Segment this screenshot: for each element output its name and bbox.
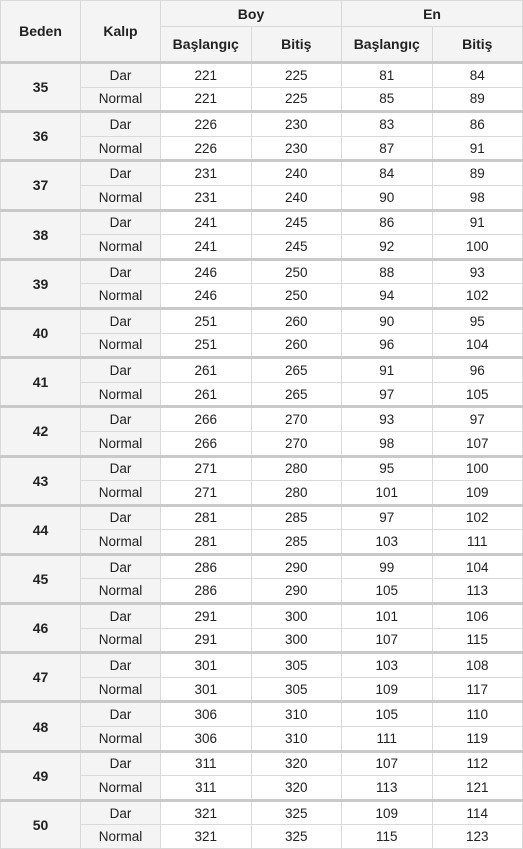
kalip-cell: Dar	[81, 259, 161, 284]
boy-baslangic-cell: 261	[161, 358, 252, 383]
kalip-cell: Normal	[81, 677, 161, 702]
boy-bitis-cell: 310	[251, 727, 342, 752]
en-bitis-cell: 97	[432, 407, 523, 432]
beden-cell: 38	[1, 210, 81, 259]
beden-cell: 45	[1, 554, 81, 603]
beden-cell: 41	[1, 358, 81, 407]
kalip-cell: Normal	[81, 185, 161, 210]
en-bitis-cell: 96	[432, 358, 523, 383]
en-bitis-cell: 119	[432, 727, 523, 752]
beden-cell: 36	[1, 112, 81, 161]
boy-bitis-cell: 320	[251, 776, 342, 801]
boy-bitis-cell: 260	[251, 333, 342, 358]
en-baslangic-cell: 97	[342, 505, 433, 530]
boy-bitis-cell: 300	[251, 628, 342, 653]
en-bitis-cell: 117	[432, 677, 523, 702]
kalip-cell: Normal	[81, 382, 161, 407]
table-row	[1, 751, 523, 776]
kalip-cell: Dar	[81, 702, 161, 727]
boy-baslangic-cell: 286	[161, 579, 252, 604]
beden-cell: 40	[1, 308, 81, 357]
boy-bitis-cell: 280	[251, 481, 342, 506]
boy-bitis-cell: 245	[251, 235, 342, 260]
en-baslangic-cell: 94	[342, 284, 433, 309]
kalip-cell: Dar	[81, 653, 161, 678]
table-row	[1, 604, 523, 629]
kalip-cell: Dar	[81, 308, 161, 333]
beden-cell: 46	[1, 604, 81, 653]
boy-baslangic-cell: 271	[161, 456, 252, 481]
kalip-cell: Normal	[81, 776, 161, 801]
en-bitis-cell: 113	[432, 579, 523, 604]
boy-baslangic-cell: 311	[161, 751, 252, 776]
table-row	[1, 456, 523, 481]
boy-baslangic-cell: 306	[161, 727, 252, 752]
header-beden: Beden	[1, 1, 81, 63]
boy-baslangic-cell: 241	[161, 210, 252, 235]
en-baslangic-cell: 107	[342, 628, 433, 653]
kalip-cell: Dar	[81, 112, 161, 137]
boy-baslangic-cell: 221	[161, 63, 252, 88]
boy-bitis-cell: 325	[251, 800, 342, 825]
boy-baslangic-cell: 231	[161, 185, 252, 210]
en-baslangic-cell: 87	[342, 136, 433, 161]
header-en-baslangic: Başlangıç	[342, 27, 433, 63]
en-bitis-cell: 100	[432, 456, 523, 481]
en-baslangic-cell: 97	[342, 382, 433, 407]
header-boy-bitis: Bitiş	[251, 27, 342, 63]
boy-bitis-cell: 290	[251, 579, 342, 604]
table-header	[1, 1, 523, 63]
en-baslangic-cell: 84	[342, 161, 433, 186]
boy-bitis-cell: 230	[251, 136, 342, 161]
en-bitis-cell: 84	[432, 63, 523, 88]
kalip-cell: Normal	[81, 628, 161, 653]
boy-baslangic-cell: 246	[161, 259, 252, 284]
en-baslangic-cell: 103	[342, 530, 433, 555]
en-baslangic-cell: 105	[342, 702, 433, 727]
en-bitis-cell: 107	[432, 431, 523, 456]
boy-bitis-cell: 250	[251, 284, 342, 309]
en-bitis-cell: 109	[432, 481, 523, 506]
beden-cell: 37	[1, 161, 81, 210]
beden-cell: 44	[1, 505, 81, 554]
boy-baslangic-cell: 291	[161, 604, 252, 629]
en-bitis-cell: 93	[432, 259, 523, 284]
kalip-cell: Dar	[81, 604, 161, 629]
boy-baslangic-cell: 251	[161, 333, 252, 358]
kalip-cell: Dar	[81, 505, 161, 530]
en-baslangic-cell: 113	[342, 776, 433, 801]
table-row	[1, 407, 523, 432]
boy-baslangic-cell: 266	[161, 407, 252, 432]
table-row	[1, 653, 523, 678]
boy-bitis-cell: 265	[251, 382, 342, 407]
en-bitis-cell: 112	[432, 751, 523, 776]
kalip-cell: Dar	[81, 456, 161, 481]
boy-baslangic-cell: 291	[161, 628, 252, 653]
boy-baslangic-cell: 311	[161, 776, 252, 801]
en-bitis-cell: 121	[432, 776, 523, 801]
beden-cell: 39	[1, 259, 81, 308]
en-baslangic-cell: 88	[342, 259, 433, 284]
en-bitis-cell: 115	[432, 628, 523, 653]
kalip-cell: Dar	[81, 407, 161, 432]
en-bitis-cell: 91	[432, 210, 523, 235]
kalip-cell: Normal	[81, 481, 161, 506]
boy-bitis-cell: 285	[251, 530, 342, 555]
en-baslangic-cell: 85	[342, 87, 433, 112]
en-bitis-cell: 104	[432, 554, 523, 579]
kalip-cell: Normal	[81, 235, 161, 260]
en-baslangic-cell: 90	[342, 185, 433, 210]
en-bitis-cell: 104	[432, 333, 523, 358]
en-baslangic-cell: 86	[342, 210, 433, 235]
boy-baslangic-cell: 301	[161, 677, 252, 702]
boy-bitis-cell: 290	[251, 554, 342, 579]
kalip-cell: Normal	[81, 431, 161, 456]
boy-baslangic-cell: 226	[161, 112, 252, 137]
kalip-cell: Normal	[81, 530, 161, 555]
en-bitis-cell: 86	[432, 112, 523, 137]
en-baslangic-cell: 103	[342, 653, 433, 678]
en-bitis-cell: 106	[432, 604, 523, 629]
boy-baslangic-cell: 231	[161, 161, 252, 186]
header-en: En	[342, 1, 523, 27]
table-row	[1, 308, 523, 333]
en-baslangic-cell: 101	[342, 481, 433, 506]
en-bitis-cell: 100	[432, 235, 523, 260]
table-row	[1, 358, 523, 383]
en-baslangic-cell: 111	[342, 727, 433, 752]
boy-bitis-cell: 300	[251, 604, 342, 629]
en-bitis-cell: 95	[432, 308, 523, 333]
header-en-bitis: Bitiş	[432, 27, 523, 63]
boy-bitis-cell: 240	[251, 161, 342, 186]
en-baslangic-cell: 99	[342, 554, 433, 579]
kalip-cell: Normal	[81, 825, 161, 849]
kalip-cell: Dar	[81, 63, 161, 88]
en-bitis-cell: 105	[432, 382, 523, 407]
beden-cell: 48	[1, 702, 81, 751]
kalip-cell: Normal	[81, 579, 161, 604]
en-baslangic-cell: 105	[342, 579, 433, 604]
boy-baslangic-cell: 271	[161, 481, 252, 506]
boy-baslangic-cell: 221	[161, 87, 252, 112]
en-bitis-cell: 91	[432, 136, 523, 161]
header-kalip: Kalıp	[81, 1, 161, 63]
table-row	[1, 505, 523, 530]
boy-bitis-cell: 245	[251, 210, 342, 235]
table-body	[1, 63, 523, 849]
boy-bitis-cell: 280	[251, 456, 342, 481]
kalip-cell: Normal	[81, 727, 161, 752]
boy-bitis-cell: 225	[251, 87, 342, 112]
kalip-cell: Normal	[81, 136, 161, 161]
boy-bitis-cell: 265	[251, 358, 342, 383]
boy-bitis-cell: 320	[251, 751, 342, 776]
header-boy-baslangic: Başlangıç	[161, 27, 252, 63]
en-bitis-cell: 89	[432, 87, 523, 112]
beden-cell: 43	[1, 456, 81, 505]
boy-bitis-cell: 305	[251, 677, 342, 702]
table-row	[1, 161, 523, 186]
boy-baslangic-cell: 321	[161, 825, 252, 849]
en-bitis-cell: 111	[432, 530, 523, 555]
boy-baslangic-cell: 281	[161, 505, 252, 530]
en-baslangic-cell: 101	[342, 604, 433, 629]
table-row	[1, 63, 523, 88]
boy-baslangic-cell: 301	[161, 653, 252, 678]
boy-bitis-cell: 325	[251, 825, 342, 849]
en-baslangic-cell: 91	[342, 358, 433, 383]
en-bitis-cell: 98	[432, 185, 523, 210]
en-baslangic-cell: 93	[342, 407, 433, 432]
en-baslangic-cell: 81	[342, 63, 433, 88]
beden-cell: 49	[1, 751, 81, 800]
boy-baslangic-cell: 306	[161, 702, 252, 727]
en-bitis-cell: 102	[432, 505, 523, 530]
beden-cell: 42	[1, 407, 81, 456]
kalip-cell: Normal	[81, 284, 161, 309]
table-row	[1, 112, 523, 137]
en-baslangic-cell: 109	[342, 800, 433, 825]
en-baslangic-cell: 109	[342, 677, 433, 702]
beden-cell: 35	[1, 63, 81, 112]
table-row	[1, 702, 523, 727]
en-bitis-cell: 110	[432, 702, 523, 727]
kalip-cell: Dar	[81, 751, 161, 776]
boy-bitis-cell: 260	[251, 308, 342, 333]
en-baslangic-cell: 83	[342, 112, 433, 137]
boy-baslangic-cell: 241	[161, 235, 252, 260]
boy-baslangic-cell: 246	[161, 284, 252, 309]
header-boy: Boy	[161, 1, 342, 27]
kalip-cell: Normal	[81, 333, 161, 358]
boy-bitis-cell: 270	[251, 431, 342, 456]
table-row	[1, 554, 523, 579]
boy-baslangic-cell: 261	[161, 382, 252, 407]
kalip-cell: Dar	[81, 161, 161, 186]
boy-bitis-cell: 230	[251, 112, 342, 137]
en-baslangic-cell: 115	[342, 825, 433, 849]
boy-baslangic-cell: 251	[161, 308, 252, 333]
boy-bitis-cell: 270	[251, 407, 342, 432]
table-row	[1, 210, 523, 235]
kalip-cell: Dar	[81, 554, 161, 579]
boy-baslangic-cell: 281	[161, 530, 252, 555]
kalip-cell: Normal	[81, 87, 161, 112]
boy-bitis-cell: 285	[251, 505, 342, 530]
kalip-cell: Dar	[81, 210, 161, 235]
boy-bitis-cell: 250	[251, 259, 342, 284]
kalip-cell: Dar	[81, 800, 161, 825]
en-baslangic-cell: 96	[342, 333, 433, 358]
en-baslangic-cell: 90	[342, 308, 433, 333]
en-baslangic-cell: 107	[342, 751, 433, 776]
boy-baslangic-cell: 226	[161, 136, 252, 161]
en-bitis-cell: 108	[432, 653, 523, 678]
table-row	[1, 800, 523, 825]
boy-bitis-cell: 310	[251, 702, 342, 727]
boy-baslangic-cell: 321	[161, 800, 252, 825]
en-bitis-cell: 123	[432, 825, 523, 849]
boy-bitis-cell: 240	[251, 185, 342, 210]
kalip-cell: Dar	[81, 358, 161, 383]
beden-cell: 47	[1, 653, 81, 702]
en-bitis-cell: 102	[432, 284, 523, 309]
table-row	[1, 259, 523, 284]
boy-bitis-cell: 305	[251, 653, 342, 678]
en-bitis-cell: 89	[432, 161, 523, 186]
en-baslangic-cell: 92	[342, 235, 433, 260]
en-baslangic-cell: 98	[342, 431, 433, 456]
boy-bitis-cell: 225	[251, 63, 342, 88]
en-baslangic-cell: 95	[342, 456, 433, 481]
beden-cell: 50	[1, 800, 81, 848]
boy-baslangic-cell: 286	[161, 554, 252, 579]
en-bitis-cell: 114	[432, 800, 523, 825]
boy-baslangic-cell: 266	[161, 431, 252, 456]
